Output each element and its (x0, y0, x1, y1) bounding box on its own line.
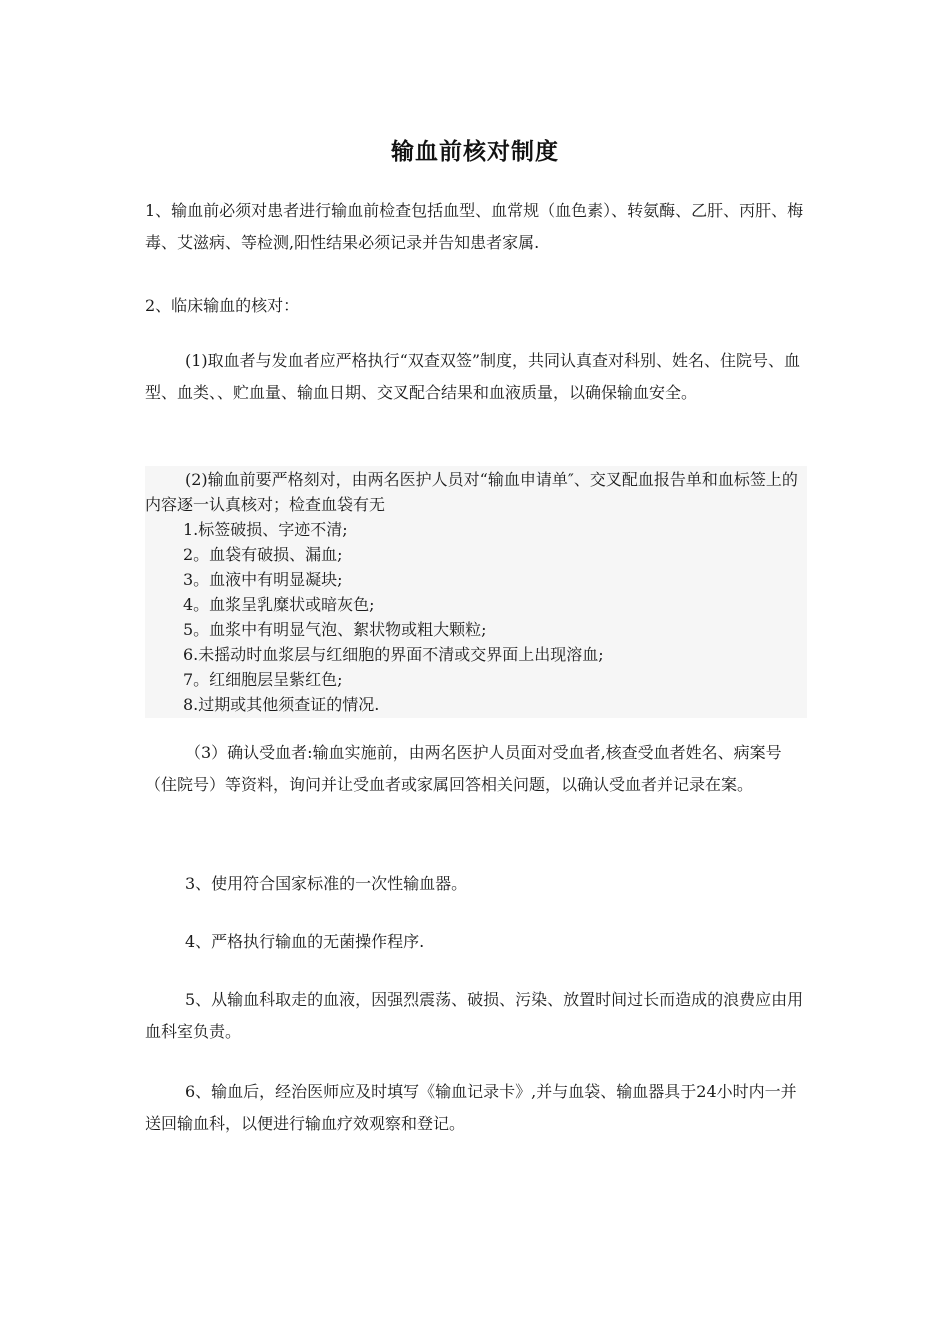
paragraph-6: 6、输血后，经治医师应及时填写《输血记录卡》,并与血袋、输血器具于24小时内一并送回输血科，以便进行输血疗效观察和登记。 (145, 1082, 797, 1133)
list-item: 6.未摇动时血浆层与红细胞的界面不清或交界面上出现溶血; (183, 645, 604, 664)
paragraph-2-2-lead: (2)输血前要严格刻对，由两名医护人员对“输血申请单″、交叉配血报告单和血标签上的内容逐一认真核对；检查血袋有无 (145, 470, 798, 514)
paragraph-2-3: （3）确认受血者:输血实施前，由两名医护人员面对受血者,核查受血者姓名、病案号（住院号）等资料，询问并让受血者或家属回答相关问题，以确认受血者并记录在案。 (145, 743, 782, 794)
paragraph-2: 2、临床输血的核对： (145, 296, 300, 315)
paragraph-4: 4、严格执行输血的无菌操作程序. (185, 932, 425, 951)
list-item: 2。血袋有破损、漏血; (183, 545, 343, 564)
paragraph-3: 3、使用符合国家标准的一次性输血器。 (185, 874, 468, 893)
paragraph-5: 5、从输血科取走的血液，因强烈震荡、破损、污染、放置时间过长而造成的浪费应由用血科室负责。 (145, 990, 804, 1041)
list-item: 8.过期或其他须查证的情况. (183, 695, 380, 714)
list-item: 1.标签破损、字迹不清; (183, 520, 348, 539)
document-title: 输血前核对制度 (391, 138, 559, 165)
paragraph-1: 1、输血前必须对患者进行输血前检查包括血型、血常规（血色素）、转氨酶、乙肝、丙肝、梅毒、艾滋病、等检测,阳性结果必须记录并告知患者家属. (145, 201, 804, 252)
list-item: 5。血浆中有明显气泡、絮状物或粗大颗粒; (183, 620, 487, 639)
check-blood-bag-section (145, 466, 807, 718)
list-item: 4。血浆呈乳糜状或暗灰色; (183, 595, 375, 614)
list-item: 3。血液中有明显凝块; (183, 570, 343, 589)
list-item: 7。红细胞层呈紫红色; (183, 670, 343, 689)
paragraph-2-1: (1)取血者与发血者应严格执行“双查双签”制度，共同认真查对科别、姓名、住院号、血型、血类、、贮血量、输血日期、交叉配合结果和血液质量，以确保输血安全。 (145, 351, 801, 402)
